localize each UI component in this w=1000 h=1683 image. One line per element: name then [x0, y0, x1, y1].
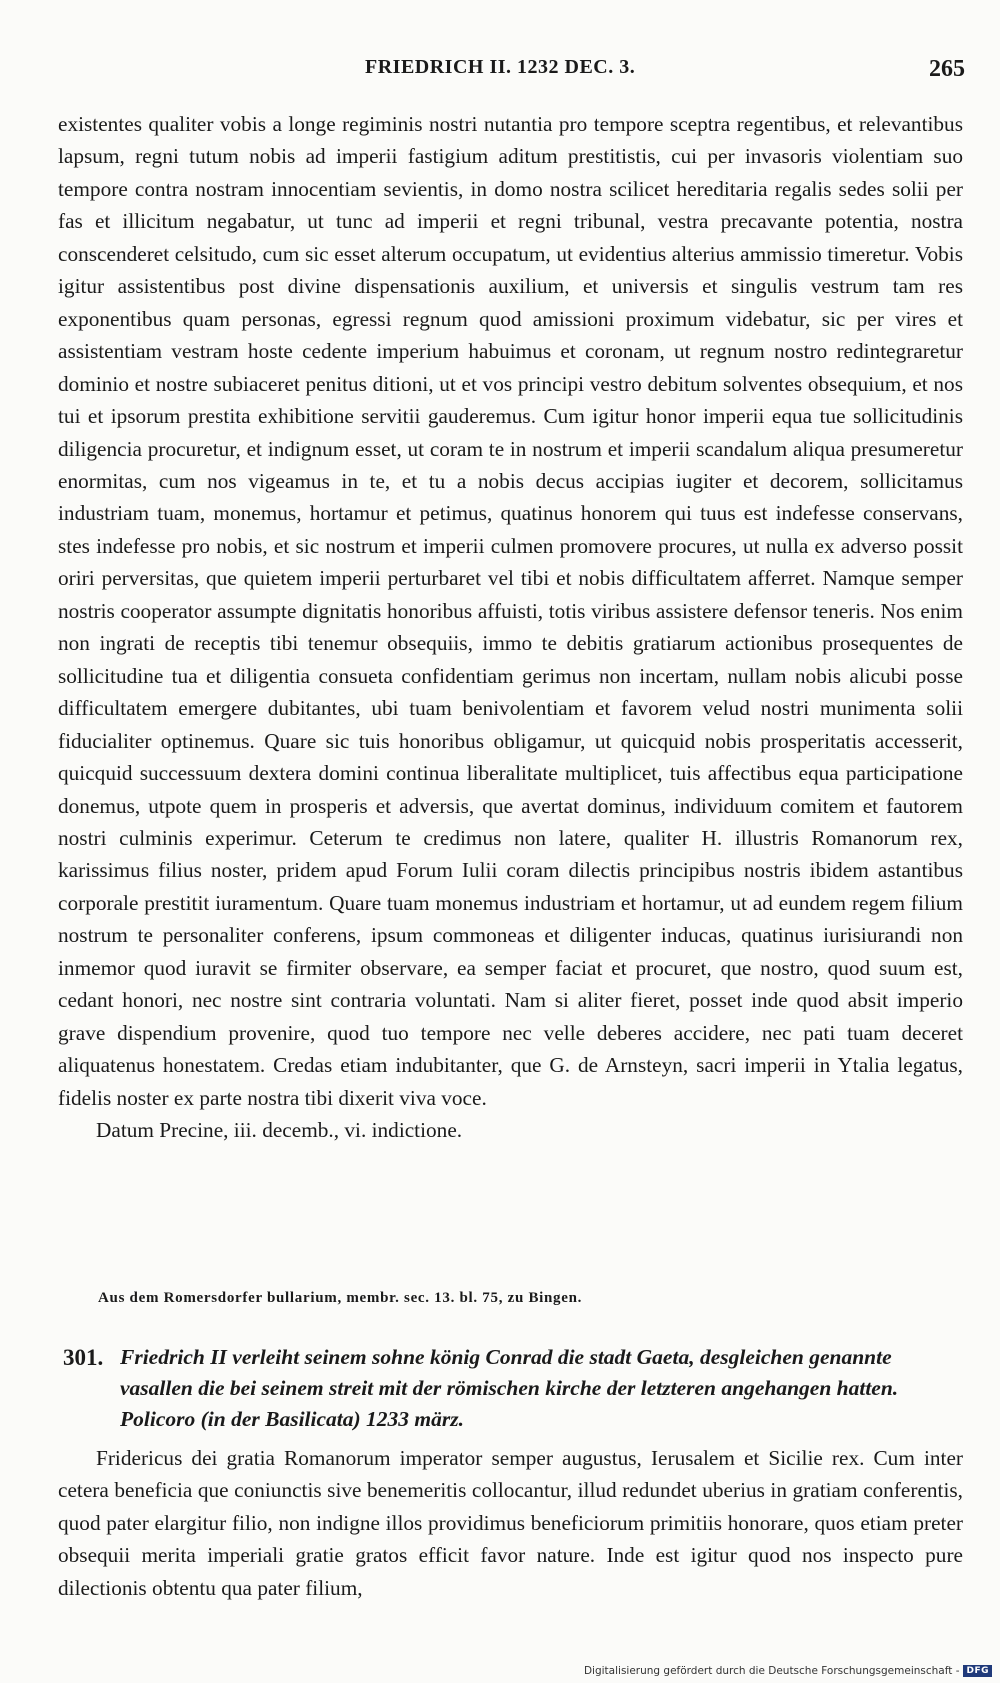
letter-body [58, 108, 963, 1147]
page-header [60, 46, 965, 86]
footer-text: Digitalisierung gefördert durch die Deutsche Forschungsgemeinschaft - [583, 1665, 960, 1677]
digitization-footer [584, 1665, 992, 1677]
running-head: FRIEDRICH II. 1232 DEC. 3. [365, 56, 636, 78]
letter-text: existentes qualiter vobis a longe regiminis nostri nutantia pro tempore sceptra regentibus, et relevantibus lapsum, regni tutum nobis ad imperii fastigium aditum prestitistis, cui per invasoris violentiam suo tempore contra nostram innocentiam sevientis, in domo nostra scilicet hereditaria regalis sedes solii per fas et illicitum negabatur, ut tunc ad imperii et regni tribunal, vestra precavante potentia, nostra conscenderet celsitudo, cum sic esset alterum occupatum, ut evidentius alterius ammissio timeretur. Vobis igitur assistentibus post divine dispensationis auxilium, et universis et singulis vestrum tam res exponentibus quam personas, egressi regnum quod amissioni proximum videbatur, sic per vires et assistentiam vestram hoste cedente imperium habuimus et coronam, ut regnum nostro redintegraretur dominio et nostre subiaceret penitus ditioni, ut et vos principi vestro debitum solventes obsequium, et nos tui et ipsorum prestita exhibitione servitii gauderemus. Cum igitur honor imperii equa tue sollicitudinis diligencia procuretur, et indignum esset, ut coram te in nostrum et imperii scandalum aliqua presumeretur enormitas, cum nos vigeamus in te, et tu a nobis decus accipias iugiter et decorem, sollicitamus industriam tuam, monemus, hortamur et petimus, quatinus honorem qui tuus est indefesse conservans, stes indefesse pro nobis, et sic nostrum et imperii culmen promovere procures, ut nulla ex adverso possit oriri perversitas, que quietem imperii perturbaret vel tibi et nobis difficultatem afferret. Namque semper nostris cooperator assumpte dignitatis honoribus affuisti, totis viribus assistere defensor teneris. Nos enim non ingrati de receptis tibi tenemur obsequiis, immo te debitis gratiarum actionibus prosequentes de sollicitudine tua et diligentia consueta confidentiam gerimus non incertam, nullam nobis alicubi posse difficultatem emergere dubitantes, ubi tuam benivolentiam et favorem velud nostri munimenta solii fiducialiter optinemus. Quare sic tuis honoribus obligamur, ut quicquid nobis prosperitatis accesserit, quicquid successuum dextera domini continua liberalitate multiplicet, tuis affectibus equa participatione donemus, utpote quem in prosperis et adversis, que avertat dominus, individuum comitem et fautorem nostri culminis experimur. Ceterum te credimus non latere, qualiter H. illustris Romanorum rex, karissimus filius noster, pridem apud Forum Iulii coram dilectis principibus nostris ibidem astantibus corporale prestitit iuramentum. Quare tuam monemus industriam et hortamur, ut ad eundem regem filium nostrum te personaliter conferens, ipsum commoneas et diligenter inducas, quatinus iurisiurandi non inmemor quod iuravit se firmiter observare, ea semper faciat et procuret, que nostro, quod suum est, cedant honori, nec nostre sint contraria voluntati. Nam si aliter fieret, posset inde quod absit imperio grave dispendium provenire, quod tuo tempore nec velle deberes accidere, nec pati tuam deceret aliquatenus honestatem. Credas etiam indubitanter, que G. de Arnsteyn, sacri imperii in Ytalia legatus, fidelis noster ex parte nostra tibi dixerit viva voce. [58, 112, 963, 1110]
document-title: Friedrich II verleiht seinem sohne könig Conrad die stadt Gaeta, desgleichen genannte vasallen die bei seinem streit mit der römischen kirche der letzteren angehangen hatten. Policoro (in der Basilicata) 1233 märz. [120, 1345, 899, 1431]
page-number: 265 [929, 56, 965, 82]
document-body [58, 1442, 963, 1604]
document-number: 301. [63, 1345, 104, 1370]
document-text: Fridericus dei gratia Romanorum imperator semper augustus, Ierusalem et Sicilie rex. Cum inter cetera beneficia que coniunctis sive benemeritis collocantur, illud redundet uberius in gratiam conferentis, quod pater elargitur filio, non indigne illos providimus beneficiorum primitiis honorare, quos etiam preter obsequii merita imperiali gratie gratos efficit favor nature. Inde est igitur quod nos inspecto pure dilectionis obtentu qua pater filium, [58, 1446, 963, 1600]
document-heading [63, 1342, 963, 1435]
dfg-logo: DFG [963, 1665, 992, 1677]
dating-clause: Datum Precine, iii. decemb., vi. indictione. [96, 1118, 463, 1143]
source-note: Aus dem Romersdorfer bullarium, membr. sec. 13. bl. 75, zu Bingen. [98, 1290, 583, 1306]
